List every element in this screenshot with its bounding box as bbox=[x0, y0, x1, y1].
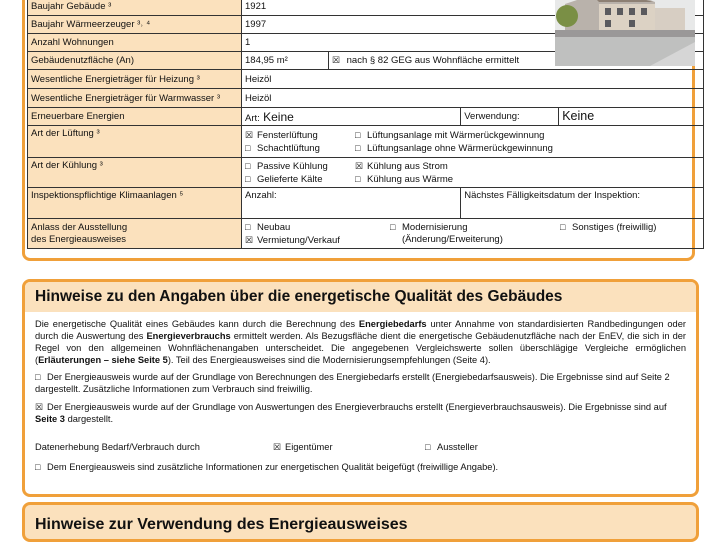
usage-section bbox=[22, 502, 699, 542]
option-demand: □ Der Energieausweis wurde auf der Grundlage von Berechnungen des Energiebedarfs erstellt (Energiebedarfsausweis). Die Ergebnisse sind auf Seite 2 dargestellt. Zusätzliche Informationen zum Verbrauch sind freiwillig. bbox=[35, 372, 670, 394]
table-row bbox=[28, 158, 704, 188]
reason-options: □ Neubau □ Modernisierung □ Sonstiges (freiwillig) ☒ Vermietung/Verkauf (Änderung/Erweiterung) bbox=[242, 219, 704, 249]
checkbox-unchecked: □ bbox=[425, 442, 431, 452]
ventilation-options: ☒ Fensterlüftung □ Lüftungsanlage mit Wärmerückgewinnung □ Schachtlüftung □ Lüftungsanlage ohne Wärmerückgewinnung bbox=[242, 126, 704, 158]
row-label: Anzahl Wohnungen bbox=[28, 34, 242, 52]
row-value: 1997 bbox=[242, 16, 704, 34]
cooling-label: Art der Kühlung ³ bbox=[28, 158, 242, 188]
cooling-options: □ Passive Kühlung ☒ Kühlung aus Strom □ Gelieferte Kälte □ Kühlung aus Wärme bbox=[242, 158, 704, 188]
checkbox-checked: ☒ bbox=[332, 55, 341, 65]
table-row bbox=[28, 126, 704, 158]
row-value: 1 bbox=[242, 34, 704, 52]
checkbox-checked: ☒ bbox=[35, 402, 44, 412]
renewable-usage: Verwendung: Keine bbox=[461, 108, 704, 126]
checkbox-checked: ☒ bbox=[273, 442, 282, 452]
table-row bbox=[28, 188, 704, 219]
reason-label: Anlass der Ausstellung des Energieausweises bbox=[28, 219, 242, 249]
warmwater-value: Heizöl bbox=[242, 89, 704, 108]
option-additional-info: □ Dem Energieausweis sind zusätzliche Informationen zur energetischen Qualität beigefügt (freiwillige Angabe). bbox=[35, 462, 499, 472]
aircon-count: Anzahl: bbox=[242, 188, 461, 219]
area-label: Gebäudenutzfläche (An) bbox=[28, 52, 242, 70]
area-note: ☒ nach § 82 GEG aus Wohnfläche ermittelt bbox=[329, 52, 704, 70]
table-row bbox=[28, 70, 704, 89]
data-collection-row: Datenerhebung Bedarf/Verbrauch durch ☒ Eigentümer □ Aussteller bbox=[35, 442, 478, 452]
table-row bbox=[28, 108, 704, 126]
checkbox-unchecked: □ bbox=[35, 462, 41, 472]
row-label: Baujahr Wärmeerzeuger ³˒ ⁴ bbox=[28, 16, 242, 34]
table-row bbox=[28, 219, 704, 249]
area-value: 184,95 m² bbox=[242, 52, 329, 70]
building-photo bbox=[555, 0, 695, 66]
usage-title: Hinweise zur Verwendung des Energieausweises bbox=[35, 516, 408, 533]
option-consumption: ☒ Der Energieausweis wurde auf der Grundlage von Auswertungen des Energieverbrauchs erstellt (Energieverbrauchsausweis). Die Ergebnisse sind auf Seite 3 dargestellt. bbox=[35, 402, 667, 424]
ventilation-label: Art der Lüftung ³ bbox=[28, 126, 242, 158]
checkbox-unchecked: □ bbox=[35, 372, 41, 382]
renewable-type: Art: Keine bbox=[242, 108, 461, 126]
aircon-date: Nächstes Fälligkeitsdatum der Inspektion: bbox=[461, 188, 704, 219]
heating-value: Heizöl bbox=[242, 70, 704, 89]
warmwater-label: Wesentliche Energieträger für Warmwasser ³ bbox=[28, 89, 242, 108]
heating-label: Wesentliche Energieträger für Heizung ³ bbox=[28, 70, 242, 89]
energy-quality-section bbox=[22, 279, 699, 497]
row-value: 1921 bbox=[242, 0, 704, 16]
row-label: Baujahr Gebäude ³ bbox=[28, 0, 242, 16]
aircon-label: Inspektionspflichtige Klimaanlagen ⁵ bbox=[28, 188, 242, 219]
renewable-label: Erneuerbare Energien bbox=[28, 108, 242, 126]
house-photo-image bbox=[555, 0, 695, 66]
table-row bbox=[28, 89, 704, 108]
intro-paragraph: Die energetische Qualität eines Gebäudes kann durch die Berechnung des Energiebedarfs unter Annahme von standardisierten Randbedingungen oder durch die Auswertung des Energieverbrauchs ermittelt werden. Als Bezugsfläche dient die energetische Gebäudenutzfläche nach der EnEV, die sich in der Regel von den allgemeinen Wohnflächenangaben unterscheidet. Die angegebenen Vergleichswerte sollen überschlägige Vergleiche ermöglichen (Erläuterungen – siehe Seite 5). Teil des Energieausweises sind die Modernisierungsempfehlungen (Seite 4). bbox=[35, 319, 687, 365]
section-title: Hinweise zu den Angaben über die energetische Qualität des Gebäudes bbox=[25, 282, 696, 312]
